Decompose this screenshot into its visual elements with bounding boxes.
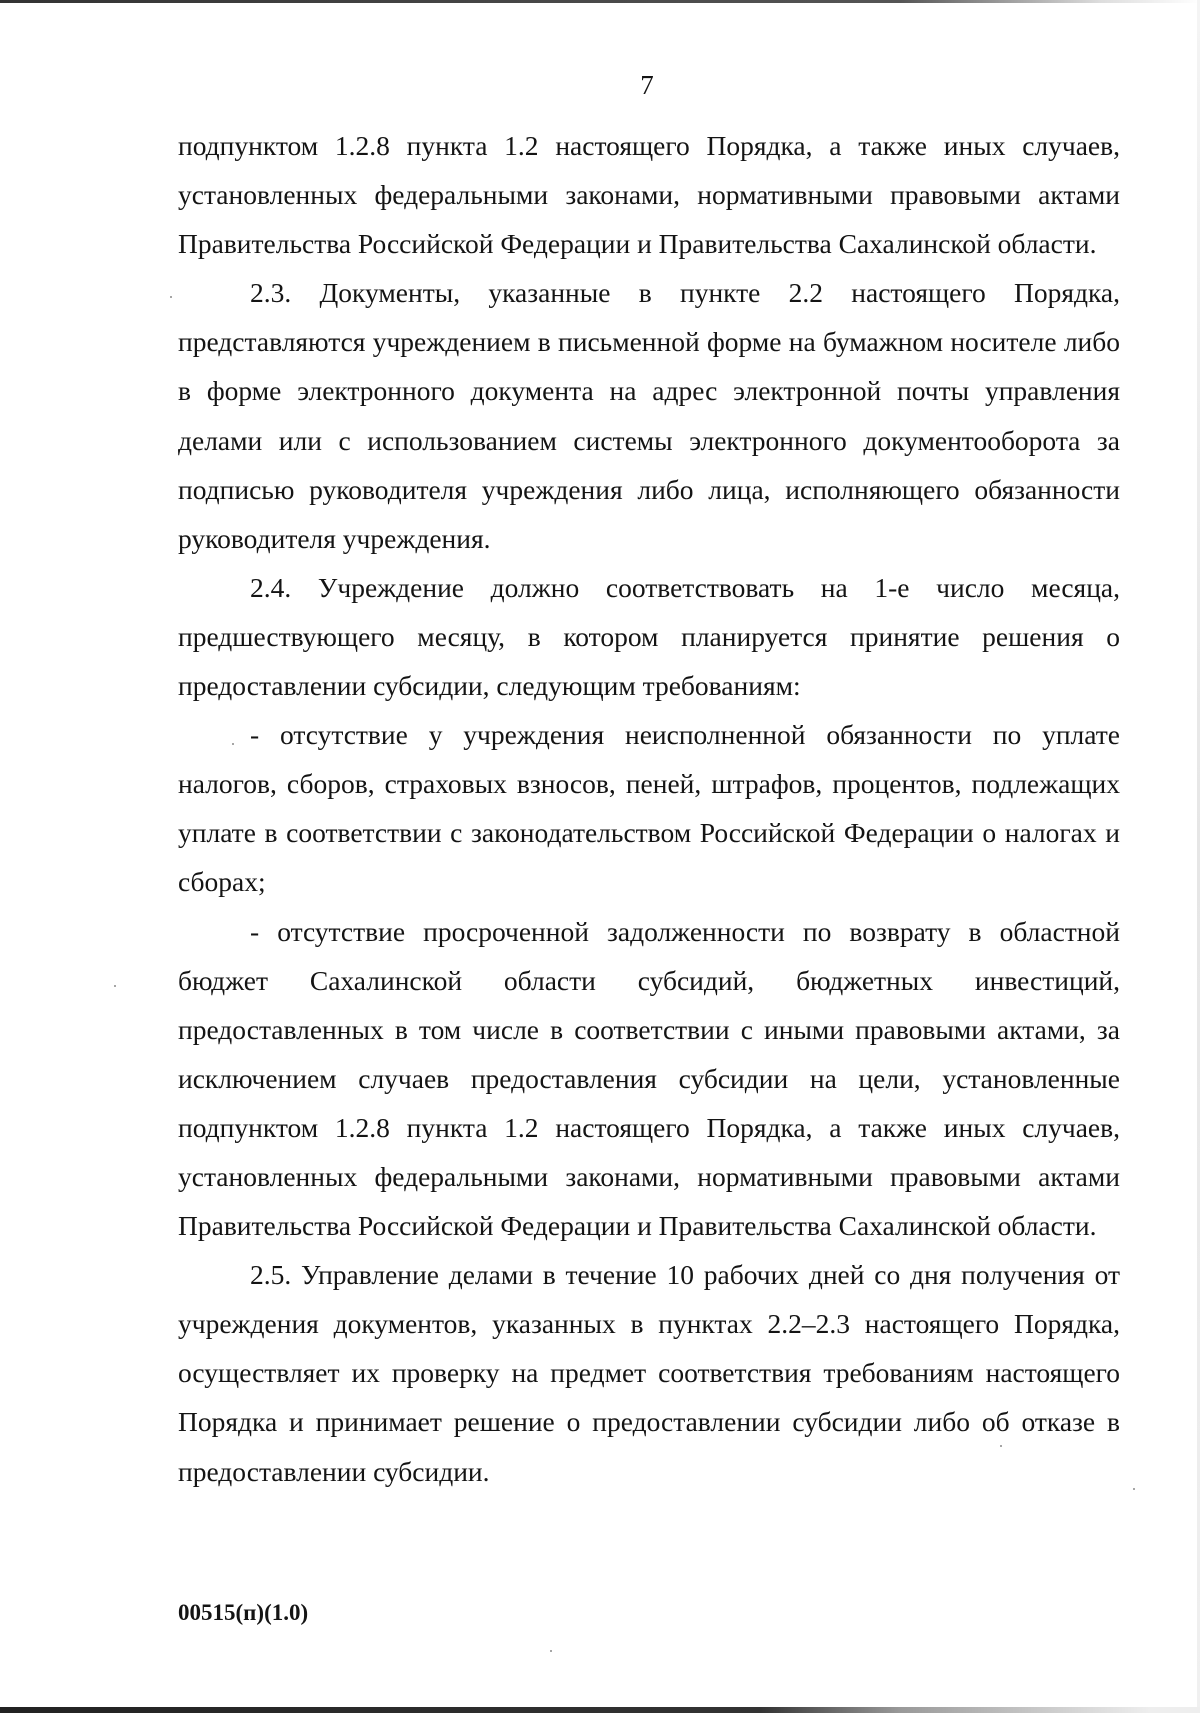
paragraph-2-5: 2.5. Управление делами в течение 10 рабочих дней со дня получения от учреждения документов, указанных в пунктах 2.2–2.3 настоящего Порядка, осуществляет их проверку на предмет соответствия требованиям настоящего Порядка и принимает решение о предоставлении субсидии либо об отказе в предоставлении субсидии.: [178, 1259, 1120, 1487]
scan-speck: [1000, 1445, 1002, 1447]
paragraph-2-3: 2.3. Документы, указанные в пункте 2.2 настоящего Порядка, представляются учреждением в письменной форме на бумажном носителе либо в форме электронного документа на адрес электронной почты управления делами или с использованием системы электронного документооборота за подписью руководителя учреждения либо лица, исполняющего обязанности руководителя учреждения.: [178, 277, 1120, 554]
scan-edge-bottom: [0, 1707, 1200, 1713]
scan-speck: [232, 743, 234, 745]
paragraph-2-4: 2.4. Учреждение должно соответствовать на 1-е число месяца, предшествующего месяцу, в котором планируется принятие решения о предоставлении субсидии, следующим требованиям:: [178, 571, 1120, 702]
scan-speck: [114, 985, 116, 987]
scan-speck: [1133, 1488, 1135, 1490]
scan-speck: [170, 296, 172, 298]
page-number: 7: [640, 70, 654, 100]
paragraph-continuation: подпунктом 1.2.8 пункта 1.2 настоящего Порядка, а также иных случаев, установленных федеральными законами, нормативными правовыми актами Правительства Российской Федерации и Правительства Сахалинской области.: [178, 130, 1120, 260]
document-body: [178, 121, 1120, 1496]
scan-edge-top: [0, 0, 1200, 3]
scan-speck: [550, 1650, 552, 1652]
requirement-item-debt: - отсутствие просроченной задолженности по возврату в областной бюджет Сахалинской области субсидий, бюджетных инвестиций, предоставленных в том числе в соответствии с иными правовыми актами, за исключением случаев предоставления субсидии на цели, установленные подпунктом 1.2.8 пункта 1.2 настоящего Порядка, а также иных случаев, установленных федеральными законами, нормативными правовыми актами Правительства Российской Федерации и Правительства Сахалинской области.: [178, 915, 1120, 1242]
document-code: 00515(п)(1.0): [178, 1600, 309, 1625]
requirement-item-taxes: - отсутствие у учреждения неисполненной обязанности по уплате налогов, сборов, страховых взносов, пеней, штрафов, процентов, подлежащих уплате в соответствии с законодательством Российской Федерации о налогах и сборах;: [178, 719, 1120, 898]
